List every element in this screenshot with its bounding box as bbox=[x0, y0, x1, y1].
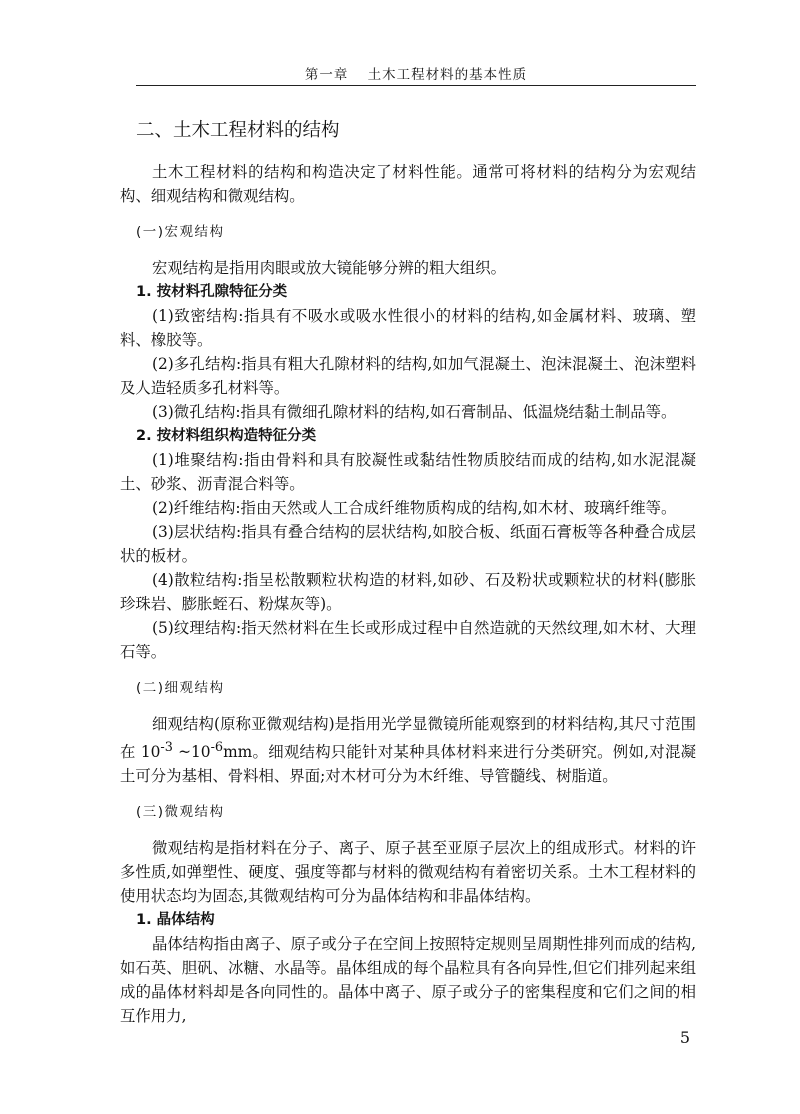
micro-heading: (三)微观结构 bbox=[136, 804, 225, 821]
org-item: (3)层状结构:指具有叠合结构的层状结构,如胶合板、纸面石膏板等各种叠合成层状的板材。 bbox=[120, 523, 696, 565]
page-content bbox=[120, 118, 696, 1028]
meso-exponent-2: -6 bbox=[210, 740, 224, 755]
meso-exponent-1: -3 bbox=[160, 740, 173, 755]
org-item: (4)散粒结构:指呈松散颗粒状构造的材料,如砂、石及粉状或颗粒状的材料(膨胀珍珠岩、膨胀蛭石、粉煤灰等)。 bbox=[120, 571, 696, 613]
meso-text-b: ~10 bbox=[172, 743, 211, 762]
crystal-structure-title: 1. 晶体结构 bbox=[136, 912, 215, 929]
meso-text-a: 细观结构(原称亚微观结构)是指用光学显微镜所能观察到的材料结构,其尺寸范围在 10 bbox=[120, 715, 696, 762]
org-item: (2)纤维结构:指由天然或人工合成纤维物质构成的结构,如木材、玻璃纤维等。 bbox=[152, 499, 677, 517]
meso-text-c: mm。细观结构只能针对某种具体材料来进行分类研究。例如,对混凝土可分为基相、骨料相、界面;对木材可分为木纤维、导管髓线、树脂道。 bbox=[120, 743, 696, 786]
org-item: (1)堆聚结构:指由骨料和具有胶凝性或黏结性物质胶结而成的结构,如水泥混凝土、砂浆、沥青混合料等。 bbox=[120, 451, 696, 493]
running-header bbox=[136, 63, 696, 86]
pore-item: (3)微孔结构:指具有微细孔隙材料的结构,如石膏制品、低温烧结黏土制品等。 bbox=[152, 403, 677, 421]
meso-heading: (二)细观结构 bbox=[136, 680, 225, 696]
meso-paragraph bbox=[120, 712, 696, 788]
pore-item: (1)致密结构:指具有不吸水或吸水性很小的材料的结构,如金属材料、玻璃、塑料、橡胶等。 bbox=[120, 307, 696, 349]
header-title: 土木工程材料的基本性质 bbox=[367, 67, 528, 83]
intro-paragraph: 土木工程材料的结构和构造决定了材料性能。通常可将材料的结构分为宏观结构、细观结构和微观结构。 bbox=[120, 163, 696, 205]
crystal-paragraph: 晶体结构指由离子、原子或分子在空间上按照特定规则呈周期性排列而成的结构,如石英、胆矾、冰糖、水晶等。晶体组成的每个晶粒具有各向异性,但它们排列起来组成的晶体材料却是各向同性的。晶体中离子、原子或分子的密集程度和它们之间的相互作用力, bbox=[120, 935, 696, 1026]
page-number: 5 bbox=[679, 1028, 690, 1047]
pore-item: (2)多孔结构:指具有粗大孔隙材料的结构,如加气混凝土、泡沫混凝土、泡沫塑料及人造轻质多孔材料等。 bbox=[120, 355, 696, 397]
org-item: (5)纹理结构:指天然材料在生长或形成过程中自然造就的天然纹理,如木材、大理石等。 bbox=[120, 619, 696, 661]
macro-intro: 宏观结构是指用肉眼或放大镜能够分辨的粗大组织。 bbox=[152, 259, 506, 277]
organization-classification-title: 2. 按材料组织构造特征分类 bbox=[136, 428, 317, 444]
header-chapter: 第一章 bbox=[304, 67, 349, 83]
section-title: 二、土木工程材料的结构 bbox=[136, 120, 340, 141]
micro-intro: 微观结构是指材料在分子、离子、原子甚至亚原子层次上的组成形式。材料的许多性质,如弹塑性、硬度、强度等都与材料的微观结构有着密切关系。土木工程材料的使用状态均为固态,其微观结构可分为晶体结构和非晶体结构。 bbox=[120, 839, 696, 906]
macro-heading: (一)宏观结构 bbox=[136, 224, 225, 240]
pore-classification-title: 1. 按材料孔隙特征分类 bbox=[136, 284, 288, 300]
